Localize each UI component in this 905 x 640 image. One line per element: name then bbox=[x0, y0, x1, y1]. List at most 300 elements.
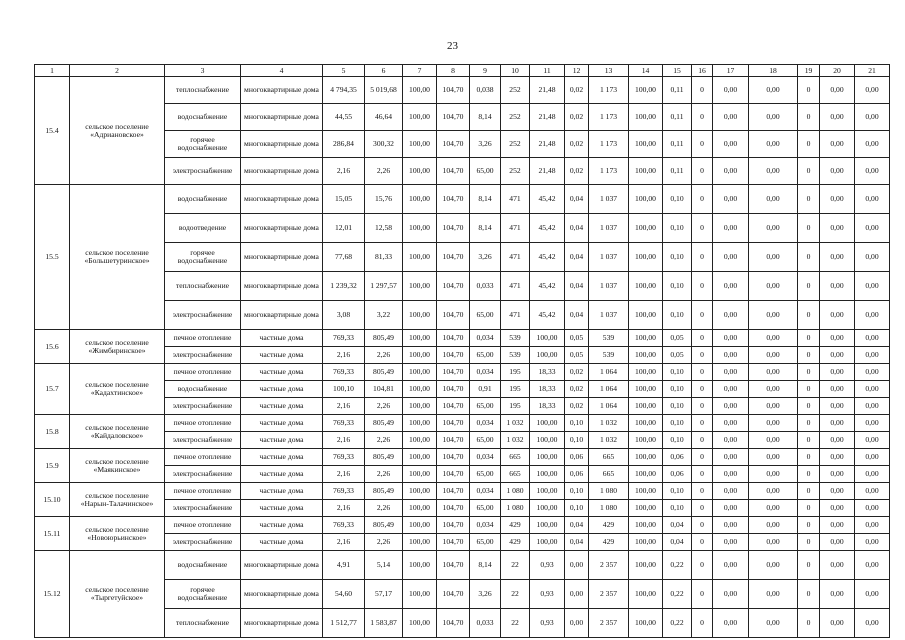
cell-col-17: 0,00 bbox=[713, 466, 749, 483]
column-number-6: 6 bbox=[365, 65, 403, 77]
cell-col-11: 100,00 bbox=[530, 517, 565, 534]
cell-col-5: 4,91 bbox=[323, 551, 365, 580]
cell-col-16: 0 bbox=[692, 185, 713, 214]
cell-col-21: 0,00 bbox=[855, 301, 890, 330]
table-body bbox=[35, 77, 890, 638]
housing-type: частные дома bbox=[241, 432, 323, 449]
table-row bbox=[35, 77, 890, 104]
cell-col-18: 0,00 bbox=[749, 609, 798, 638]
cell-col-10: 539 bbox=[501, 347, 530, 364]
housing-type: частные дома bbox=[241, 398, 323, 415]
cell-col-9: 65,00 bbox=[470, 398, 501, 415]
housing-type: частные дома bbox=[241, 330, 323, 347]
cell-col-14: 100,00 bbox=[629, 580, 663, 609]
cell-col-14: 100,00 bbox=[629, 185, 663, 214]
cell-col-14: 100,00 bbox=[629, 534, 663, 551]
cell-col-12: 0,02 bbox=[565, 381, 589, 398]
tariff-table bbox=[34, 64, 890, 638]
cell-col-8: 104,70 bbox=[437, 364, 470, 381]
cell-col-12: 0,06 bbox=[565, 449, 589, 466]
cell-col-7: 100,00 bbox=[403, 609, 437, 638]
cell-col-18: 0,00 bbox=[749, 449, 798, 466]
column-number-17: 17 bbox=[713, 65, 749, 77]
cell-col-6: 805,49 bbox=[365, 364, 403, 381]
cell-col-14: 100,00 bbox=[629, 432, 663, 449]
cell-col-12: 0,05 bbox=[565, 347, 589, 364]
cell-col-8: 104,70 bbox=[437, 432, 470, 449]
housing-type: многоквартирные дома bbox=[241, 214, 323, 243]
cell-col-5: 2,16 bbox=[323, 432, 365, 449]
cell-col-20: 0,00 bbox=[820, 364, 855, 381]
cell-col-5: 2,16 bbox=[323, 347, 365, 364]
cell-col-8: 104,70 bbox=[437, 449, 470, 466]
housing-type: многоквартирные дома bbox=[241, 158, 323, 185]
cell-col-9: 65,00 bbox=[470, 432, 501, 449]
cell-col-8: 104,70 bbox=[437, 466, 470, 483]
cell-col-10: 1 032 bbox=[501, 415, 530, 432]
cell-col-13: 2 357 bbox=[589, 609, 629, 638]
cell-col-6: 57,17 bbox=[365, 580, 403, 609]
cell-col-16: 0 bbox=[692, 272, 713, 301]
cell-col-12: 0,10 bbox=[565, 500, 589, 517]
service-type: горячее водоснабжение bbox=[165, 131, 241, 158]
cell-col-18: 0,00 bbox=[749, 347, 798, 364]
cell-col-11: 100,00 bbox=[530, 432, 565, 449]
cell-col-14: 100,00 bbox=[629, 449, 663, 466]
cell-col-18: 0,00 bbox=[749, 158, 798, 185]
cell-col-9: 65,00 bbox=[470, 347, 501, 364]
cell-col-12: 0,02 bbox=[565, 131, 589, 158]
cell-col-18: 0,00 bbox=[749, 466, 798, 483]
cell-col-6: 104,81 bbox=[365, 381, 403, 398]
cell-col-15: 0,10 bbox=[663, 483, 692, 500]
cell-col-6: 805,49 bbox=[365, 483, 403, 500]
cell-col-20: 0,00 bbox=[820, 517, 855, 534]
cell-col-6: 2,26 bbox=[365, 347, 403, 364]
cell-col-15: 0,10 bbox=[663, 415, 692, 432]
cell-col-9: 0,91 bbox=[470, 381, 501, 398]
cell-col-5: 769,33 bbox=[323, 449, 365, 466]
cell-col-8: 104,70 bbox=[437, 483, 470, 500]
cell-col-7: 100,00 bbox=[403, 330, 437, 347]
cell-col-5: 44,55 bbox=[323, 104, 365, 131]
column-number-19: 19 bbox=[798, 65, 820, 77]
housing-type: многоквартирные дома bbox=[241, 551, 323, 580]
cell-col-12: 0,00 bbox=[565, 609, 589, 638]
cell-col-19: 0 bbox=[798, 551, 820, 580]
table-row bbox=[35, 185, 890, 214]
cell-col-19: 0 bbox=[798, 415, 820, 432]
cell-col-8: 104,70 bbox=[437, 185, 470, 214]
cell-col-7: 100,00 bbox=[403, 551, 437, 580]
cell-col-20: 0,00 bbox=[820, 104, 855, 131]
cell-col-20: 0,00 bbox=[820, 185, 855, 214]
cell-col-13: 2 357 bbox=[589, 580, 629, 609]
cell-col-7: 100,00 bbox=[403, 432, 437, 449]
cell-col-17: 0,00 bbox=[713, 500, 749, 517]
cell-col-10: 471 bbox=[501, 272, 530, 301]
table-row bbox=[35, 330, 890, 347]
cell-col-10: 195 bbox=[501, 364, 530, 381]
cell-col-8: 104,70 bbox=[437, 131, 470, 158]
cell-col-20: 0,00 bbox=[820, 415, 855, 432]
cell-col-10: 252 bbox=[501, 158, 530, 185]
cell-col-19: 0 bbox=[798, 534, 820, 551]
cell-col-7: 100,00 bbox=[403, 185, 437, 214]
cell-col-11: 21,48 bbox=[530, 131, 565, 158]
cell-col-19: 0 bbox=[798, 272, 820, 301]
cell-col-11: 45,42 bbox=[530, 214, 565, 243]
cell-col-10: 252 bbox=[501, 104, 530, 131]
cell-col-14: 100,00 bbox=[629, 551, 663, 580]
cell-col-10: 539 bbox=[501, 330, 530, 347]
cell-col-16: 0 bbox=[692, 483, 713, 500]
cell-col-12: 0,05 bbox=[565, 330, 589, 347]
cell-col-17: 0,00 bbox=[713, 551, 749, 580]
cell-col-10: 471 bbox=[501, 243, 530, 272]
column-number-12: 12 bbox=[565, 65, 589, 77]
cell-col-16: 0 bbox=[692, 432, 713, 449]
housing-type: частные дома bbox=[241, 364, 323, 381]
housing-type: частные дома bbox=[241, 381, 323, 398]
cell-col-19: 0 bbox=[798, 330, 820, 347]
cell-col-8: 104,70 bbox=[437, 243, 470, 272]
cell-col-20: 0,00 bbox=[820, 347, 855, 364]
cell-col-21: 0,00 bbox=[855, 364, 890, 381]
cell-col-8: 104,70 bbox=[437, 272, 470, 301]
cell-col-15: 0,06 bbox=[663, 449, 692, 466]
service-type: электроснабжение bbox=[165, 398, 241, 415]
cell-col-7: 100,00 bbox=[403, 104, 437, 131]
cell-col-10: 471 bbox=[501, 185, 530, 214]
cell-col-18: 0,00 bbox=[749, 483, 798, 500]
cell-col-6: 81,33 bbox=[365, 243, 403, 272]
cell-col-16: 0 bbox=[692, 158, 713, 185]
row-code: 15.4 bbox=[35, 77, 70, 185]
cell-col-5: 769,33 bbox=[323, 483, 365, 500]
cell-col-5: 2,16 bbox=[323, 398, 365, 415]
cell-col-10: 195 bbox=[501, 381, 530, 398]
cell-col-13: 2 357 bbox=[589, 551, 629, 580]
cell-col-6: 46,64 bbox=[365, 104, 403, 131]
cell-col-15: 0,10 bbox=[663, 432, 692, 449]
cell-col-6: 2,26 bbox=[365, 500, 403, 517]
cell-col-17: 0,00 bbox=[713, 483, 749, 500]
cell-col-9: 8,14 bbox=[470, 214, 501, 243]
cell-col-19: 0 bbox=[798, 301, 820, 330]
cell-col-19: 0 bbox=[798, 104, 820, 131]
cell-col-21: 0,00 bbox=[855, 415, 890, 432]
service-type: электроснабжение bbox=[165, 301, 241, 330]
cell-col-9: 65,00 bbox=[470, 158, 501, 185]
cell-col-21: 0,00 bbox=[855, 214, 890, 243]
cell-col-19: 0 bbox=[798, 185, 820, 214]
cell-col-8: 104,70 bbox=[437, 330, 470, 347]
column-number-16: 16 bbox=[692, 65, 713, 77]
cell-col-11: 18,33 bbox=[530, 398, 565, 415]
cell-col-14: 100,00 bbox=[629, 381, 663, 398]
cell-col-5: 769,33 bbox=[323, 415, 365, 432]
cell-col-18: 0,00 bbox=[749, 580, 798, 609]
cell-col-11: 100,00 bbox=[530, 347, 565, 364]
cell-col-7: 100,00 bbox=[403, 415, 437, 432]
column-number-21: 21 bbox=[855, 65, 890, 77]
cell-col-20: 0,00 bbox=[820, 131, 855, 158]
cell-col-11: 21,48 bbox=[530, 104, 565, 131]
cell-col-16: 0 bbox=[692, 243, 713, 272]
cell-col-16: 0 bbox=[692, 214, 713, 243]
housing-type: многоквартирные дома bbox=[241, 272, 323, 301]
cell-col-19: 0 bbox=[798, 364, 820, 381]
column-number-15: 15 bbox=[663, 65, 692, 77]
service-type: электроснабжение bbox=[165, 534, 241, 551]
cell-col-10: 471 bbox=[501, 214, 530, 243]
cell-col-13: 1 037 bbox=[589, 272, 629, 301]
cell-col-16: 0 bbox=[692, 534, 713, 551]
cell-col-20: 0,00 bbox=[820, 158, 855, 185]
cell-col-12: 0,04 bbox=[565, 185, 589, 214]
column-number-8: 8 bbox=[437, 65, 470, 77]
cell-col-18: 0,00 bbox=[749, 330, 798, 347]
settlement-name: сельское поселение «Новоюрьинское» bbox=[70, 517, 165, 551]
housing-type: частные дома bbox=[241, 483, 323, 500]
cell-col-21: 0,00 bbox=[855, 500, 890, 517]
cell-col-8: 104,70 bbox=[437, 158, 470, 185]
cell-col-6: 15,76 bbox=[365, 185, 403, 214]
cell-col-7: 100,00 bbox=[403, 77, 437, 104]
cell-col-19: 0 bbox=[798, 131, 820, 158]
cell-col-17: 0,00 bbox=[713, 449, 749, 466]
cell-col-9: 3,26 bbox=[470, 131, 501, 158]
cell-col-20: 0,00 bbox=[820, 551, 855, 580]
cell-col-12: 0,04 bbox=[565, 301, 589, 330]
cell-col-15: 0,22 bbox=[663, 580, 692, 609]
cell-col-10: 429 bbox=[501, 534, 530, 551]
cell-col-11: 0,93 bbox=[530, 551, 565, 580]
cell-col-15: 0,11 bbox=[663, 131, 692, 158]
cell-col-11: 18,33 bbox=[530, 381, 565, 398]
cell-col-18: 0,00 bbox=[749, 398, 798, 415]
cell-col-20: 0,00 bbox=[820, 272, 855, 301]
cell-col-12: 0,04 bbox=[565, 272, 589, 301]
cell-col-7: 100,00 bbox=[403, 449, 437, 466]
cell-col-21: 0,00 bbox=[855, 551, 890, 580]
cell-col-10: 1 032 bbox=[501, 432, 530, 449]
cell-col-16: 0 bbox=[692, 381, 713, 398]
column-number-row bbox=[35, 65, 890, 77]
housing-type: многоквартирные дома bbox=[241, 301, 323, 330]
cell-col-18: 0,00 bbox=[749, 104, 798, 131]
cell-col-21: 0,00 bbox=[855, 77, 890, 104]
settlement-name: сельское поселение «Жимбиринское» bbox=[70, 330, 165, 364]
cell-col-16: 0 bbox=[692, 364, 713, 381]
cell-col-12: 0,04 bbox=[565, 534, 589, 551]
cell-col-14: 100,00 bbox=[629, 517, 663, 534]
cell-col-16: 0 bbox=[692, 104, 713, 131]
cell-col-12: 0,04 bbox=[565, 214, 589, 243]
service-type: электроснабжение bbox=[165, 432, 241, 449]
cell-col-19: 0 bbox=[798, 517, 820, 534]
cell-col-20: 0,00 bbox=[820, 449, 855, 466]
cell-col-10: 22 bbox=[501, 551, 530, 580]
cell-col-13: 1 064 bbox=[589, 381, 629, 398]
cell-col-20: 0,00 bbox=[820, 330, 855, 347]
cell-col-9: 65,00 bbox=[470, 466, 501, 483]
cell-col-6: 5 019,68 bbox=[365, 77, 403, 104]
cell-col-9: 65,00 bbox=[470, 301, 501, 330]
column-number-9: 9 bbox=[470, 65, 501, 77]
cell-col-19: 0 bbox=[798, 381, 820, 398]
cell-col-17: 0,00 bbox=[713, 534, 749, 551]
cell-col-16: 0 bbox=[692, 551, 713, 580]
cell-col-13: 1 080 bbox=[589, 483, 629, 500]
service-type: водоснабжение bbox=[165, 185, 241, 214]
cell-col-7: 100,00 bbox=[403, 364, 437, 381]
cell-col-17: 0,00 bbox=[713, 347, 749, 364]
cell-col-10: 1 080 bbox=[501, 483, 530, 500]
service-type: теплоснабжение bbox=[165, 272, 241, 301]
cell-col-21: 0,00 bbox=[855, 104, 890, 131]
cell-col-7: 100,00 bbox=[403, 500, 437, 517]
cell-col-10: 471 bbox=[501, 301, 530, 330]
cell-col-9: 0,034 bbox=[470, 483, 501, 500]
cell-col-20: 0,00 bbox=[820, 432, 855, 449]
cell-col-19: 0 bbox=[798, 398, 820, 415]
cell-col-5: 4 794,35 bbox=[323, 77, 365, 104]
cell-col-8: 104,70 bbox=[437, 609, 470, 638]
cell-col-5: 2,16 bbox=[323, 500, 365, 517]
cell-col-17: 0,00 bbox=[713, 432, 749, 449]
cell-col-19: 0 bbox=[798, 449, 820, 466]
cell-col-14: 100,00 bbox=[629, 158, 663, 185]
service-type: электроснабжение bbox=[165, 500, 241, 517]
cell-col-6: 805,49 bbox=[365, 449, 403, 466]
cell-col-18: 0,00 bbox=[749, 272, 798, 301]
cell-col-13: 665 bbox=[589, 449, 629, 466]
cell-col-15: 0,10 bbox=[663, 301, 692, 330]
cell-col-17: 0,00 bbox=[713, 77, 749, 104]
cell-col-17: 0,00 bbox=[713, 415, 749, 432]
cell-col-20: 0,00 bbox=[820, 580, 855, 609]
row-code: 15.12 bbox=[35, 551, 70, 638]
cell-col-7: 100,00 bbox=[403, 534, 437, 551]
cell-col-16: 0 bbox=[692, 609, 713, 638]
service-type: водоотведение bbox=[165, 214, 241, 243]
table-row bbox=[35, 415, 890, 432]
cell-col-16: 0 bbox=[692, 517, 713, 534]
cell-col-19: 0 bbox=[798, 243, 820, 272]
housing-type: многоквартирные дома bbox=[241, 185, 323, 214]
cell-col-7: 100,00 bbox=[403, 381, 437, 398]
row-code: 15.9 bbox=[35, 449, 70, 483]
cell-col-13: 1 064 bbox=[589, 364, 629, 381]
cell-col-13: 1 037 bbox=[589, 243, 629, 272]
row-code: 15.8 bbox=[35, 415, 70, 449]
cell-col-17: 0,00 bbox=[713, 104, 749, 131]
cell-col-14: 100,00 bbox=[629, 500, 663, 517]
cell-col-20: 0,00 bbox=[820, 398, 855, 415]
service-type: печное отопление bbox=[165, 330, 241, 347]
cell-col-21: 0,00 bbox=[855, 466, 890, 483]
column-number-3: 3 bbox=[165, 65, 241, 77]
service-type: печное отопление bbox=[165, 449, 241, 466]
cell-col-7: 100,00 bbox=[403, 517, 437, 534]
cell-col-10: 665 bbox=[501, 449, 530, 466]
cell-col-19: 0 bbox=[798, 158, 820, 185]
column-number-4: 4 bbox=[241, 65, 323, 77]
cell-col-14: 100,00 bbox=[629, 483, 663, 500]
cell-col-15: 0,22 bbox=[663, 551, 692, 580]
cell-col-8: 104,70 bbox=[437, 517, 470, 534]
cell-col-5: 12,01 bbox=[323, 214, 365, 243]
cell-col-15: 0,10 bbox=[663, 500, 692, 517]
cell-col-5: 769,33 bbox=[323, 517, 365, 534]
cell-col-12: 0,02 bbox=[565, 364, 589, 381]
cell-col-9: 0,038 bbox=[470, 77, 501, 104]
cell-col-8: 104,70 bbox=[437, 415, 470, 432]
service-type: печное отопление bbox=[165, 415, 241, 432]
housing-type: частные дома bbox=[241, 500, 323, 517]
settlement-name: сельское поселение «Большетуринское» bbox=[70, 185, 165, 330]
cell-col-14: 100,00 bbox=[629, 131, 663, 158]
cell-col-6: 805,49 bbox=[365, 517, 403, 534]
cell-col-9: 8,14 bbox=[470, 185, 501, 214]
cell-col-15: 0,04 bbox=[663, 534, 692, 551]
cell-col-13: 1 173 bbox=[589, 77, 629, 104]
cell-col-17: 0,00 bbox=[713, 580, 749, 609]
cell-col-5: 77,68 bbox=[323, 243, 365, 272]
cell-col-21: 0,00 bbox=[855, 158, 890, 185]
cell-col-18: 0,00 bbox=[749, 534, 798, 551]
service-type: электроснабжение bbox=[165, 158, 241, 185]
cell-col-14: 100,00 bbox=[629, 415, 663, 432]
cell-col-17: 0,00 bbox=[713, 243, 749, 272]
cell-col-18: 0,00 bbox=[749, 551, 798, 580]
cell-col-19: 0 bbox=[798, 466, 820, 483]
cell-col-5: 286,84 bbox=[323, 131, 365, 158]
cell-col-9: 0,034 bbox=[470, 449, 501, 466]
cell-col-7: 100,00 bbox=[403, 483, 437, 500]
cell-col-12: 0,02 bbox=[565, 104, 589, 131]
cell-col-8: 104,70 bbox=[437, 500, 470, 517]
cell-col-17: 0,00 bbox=[713, 381, 749, 398]
row-code: 15.11 bbox=[35, 517, 70, 551]
cell-col-11: 100,00 bbox=[530, 483, 565, 500]
cell-col-11: 45,42 bbox=[530, 243, 565, 272]
cell-col-13: 1 173 bbox=[589, 158, 629, 185]
tariff-table-container bbox=[34, 64, 890, 638]
cell-col-17: 0,00 bbox=[713, 398, 749, 415]
cell-col-18: 0,00 bbox=[749, 185, 798, 214]
cell-col-10: 252 bbox=[501, 131, 530, 158]
cell-col-14: 100,00 bbox=[629, 466, 663, 483]
cell-col-17: 0,00 bbox=[713, 364, 749, 381]
cell-col-17: 0,00 bbox=[713, 185, 749, 214]
cell-col-15: 0,10 bbox=[663, 243, 692, 272]
cell-col-11: 45,42 bbox=[530, 185, 565, 214]
cell-col-16: 0 bbox=[692, 415, 713, 432]
column-number-7: 7 bbox=[403, 65, 437, 77]
cell-col-13: 1 037 bbox=[589, 214, 629, 243]
service-type: водоснабжение bbox=[165, 104, 241, 131]
settlement-name: сельское поселение «Нарын-Талачинское» bbox=[70, 483, 165, 517]
cell-col-18: 0,00 bbox=[749, 432, 798, 449]
housing-type: частные дома bbox=[241, 347, 323, 364]
cell-col-7: 100,00 bbox=[403, 301, 437, 330]
cell-col-16: 0 bbox=[692, 466, 713, 483]
cell-col-10: 22 bbox=[501, 609, 530, 638]
cell-col-6: 805,49 bbox=[365, 415, 403, 432]
